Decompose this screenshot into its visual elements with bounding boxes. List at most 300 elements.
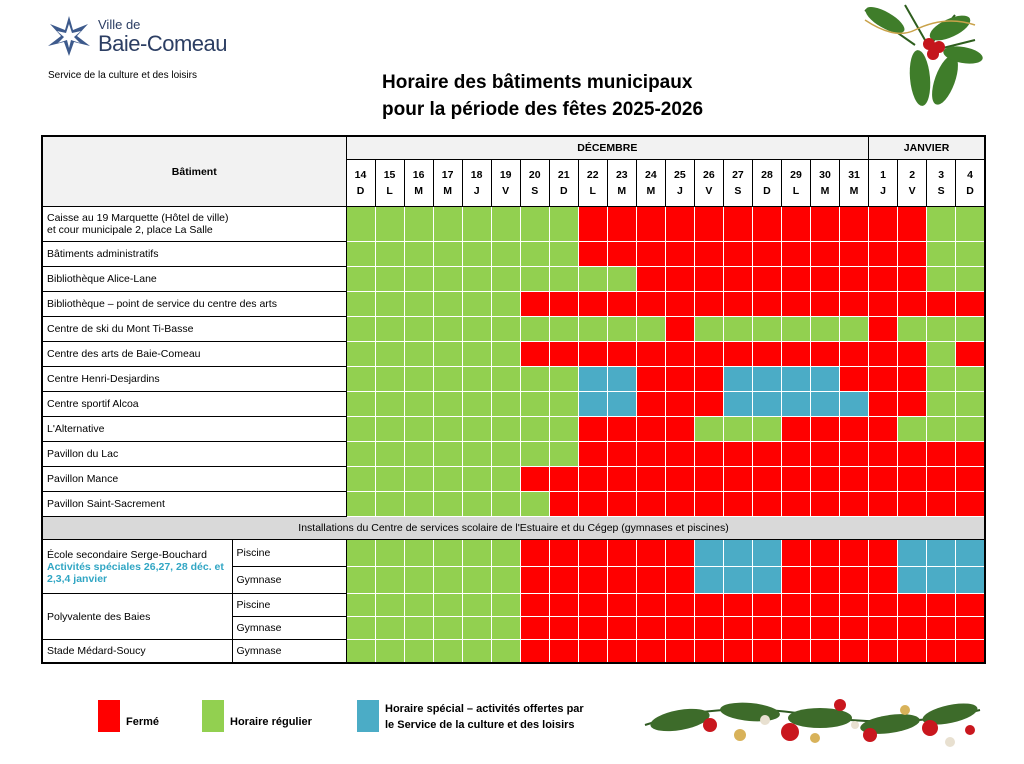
table-row: [42, 417, 985, 442]
status-cell-closed: [869, 242, 898, 267]
status-cell-closed: [607, 442, 636, 467]
status-cell-regular: [462, 467, 491, 492]
status-cell-closed: [607, 467, 636, 492]
status-cell-regular: [462, 292, 491, 317]
status-cell-regular: [520, 492, 549, 517]
table-row: [42, 207, 985, 242]
status-cell-regular: [433, 467, 462, 492]
day-number: 23: [615, 169, 628, 181]
status-cell-regular: [462, 207, 491, 242]
status-cell-closed: [636, 417, 665, 442]
status-cell-regular: [549, 267, 578, 292]
status-cell-closed: [781, 417, 810, 442]
status-cell-closed: [665, 467, 694, 492]
status-cell-closed: [927, 617, 956, 640]
status-cell-closed: [723, 242, 752, 267]
status-cell-regular: [462, 267, 491, 292]
status-cell-closed: [520, 617, 549, 640]
status-cell-closed: [549, 342, 578, 367]
month-january: JANVIER: [869, 136, 985, 160]
status-cell-regular: [549, 242, 578, 267]
table-row: [42, 594, 985, 617]
building-name: [42, 342, 346, 367]
status-cell-closed: [752, 342, 781, 367]
status-cell-regular: [520, 417, 549, 442]
status-cell-regular: [433, 417, 462, 442]
day-number: 1: [880, 169, 886, 181]
status-cell-regular: [549, 417, 578, 442]
status-cell-regular: [375, 267, 404, 292]
status-cell-closed: [752, 292, 781, 317]
day-letter: S: [937, 185, 945, 197]
city-logo: [44, 14, 244, 64]
status-cell-regular: [346, 467, 375, 492]
status-cell-closed: [578, 207, 607, 242]
status-cell-special: [898, 540, 927, 567]
day-letter: J: [676, 185, 683, 197]
status-cell-closed: [869, 317, 898, 342]
status-cell-regular: [956, 317, 985, 342]
day-header: [869, 160, 898, 207]
status-cell-closed: [927, 467, 956, 492]
status-cell-regular: [549, 207, 578, 242]
table-row: [42, 442, 985, 467]
status-cell-special: [723, 567, 752, 594]
status-cell-closed: [694, 367, 723, 392]
status-cell-closed: [665, 492, 694, 517]
status-cell-regular: [549, 367, 578, 392]
status-cell-regular: [520, 392, 549, 417]
status-cell-closed: [898, 242, 927, 267]
status-cell-regular: [404, 392, 433, 417]
status-cell-closed: [898, 207, 927, 242]
status-cell-regular: [346, 540, 375, 567]
status-cell-closed: [665, 540, 694, 567]
status-cell-regular: [491, 567, 520, 594]
status-cell-regular: [520, 207, 549, 242]
legend-special-line2: le Service de la culture et des loisirs: [385, 719, 575, 731]
title-line2: pour la période des fêtes 2025-2026: [382, 99, 704, 120]
status-cell-regular: [636, 317, 665, 342]
status-cell-closed: [811, 594, 840, 617]
facility-type: Gymnase: [232, 640, 346, 663]
status-cell-closed: [665, 207, 694, 242]
status-cell-regular: [491, 594, 520, 617]
status-cell-regular: [433, 242, 462, 267]
status-cell-closed: [840, 492, 869, 517]
day-letter: V: [705, 185, 713, 197]
status-cell-special: [723, 540, 752, 567]
status-cell-closed: [956, 617, 985, 640]
day-letter: M: [820, 185, 830, 197]
status-cell-closed: [898, 617, 927, 640]
status-cell-closed: [811, 492, 840, 517]
status-cell-closed: [927, 492, 956, 517]
status-cell-regular: [346, 242, 375, 267]
status-cell-special: [956, 540, 985, 567]
logo-line2: Baie-Comeau: [98, 31, 228, 56]
status-cell-regular: [491, 467, 520, 492]
status-cell-closed: [811, 467, 840, 492]
day-header: [927, 160, 956, 207]
status-cell-regular: [346, 342, 375, 367]
status-cell-regular: [346, 392, 375, 417]
status-cell-closed: [752, 594, 781, 617]
status-cell-closed: [636, 617, 665, 640]
day-number: 17: [441, 169, 454, 181]
status-cell-regular: [462, 640, 491, 663]
status-cell-closed: [781, 442, 810, 467]
status-cell-regular: [491, 392, 520, 417]
status-cell-closed: [694, 640, 723, 663]
status-cell-regular: [520, 317, 549, 342]
christmas-garland-icon: [640, 680, 985, 760]
status-cell-regular: [346, 292, 375, 317]
status-cell-special: [781, 367, 810, 392]
status-cell-closed: [869, 342, 898, 367]
building-name-line1: Bibliothèque Alice-Lane: [47, 273, 157, 285]
status-cell-regular: [694, 317, 723, 342]
status-cell-closed: [752, 492, 781, 517]
status-cell-closed: [549, 567, 578, 594]
status-cell-regular: [956, 207, 985, 242]
status-cell-regular: [375, 392, 404, 417]
status-cell-regular: [404, 417, 433, 442]
status-cell-closed: [840, 540, 869, 567]
status-cell-regular: [433, 540, 462, 567]
day-header: [404, 160, 433, 207]
day-letter: V: [908, 185, 916, 197]
status-cell-regular: [433, 267, 462, 292]
status-cell-regular: [433, 492, 462, 517]
day-number: 30: [819, 169, 831, 181]
day-header: [520, 160, 549, 207]
status-cell-special: [723, 392, 752, 417]
building-name: [42, 242, 346, 267]
status-cell-regular: [549, 392, 578, 417]
status-cell-regular: [375, 640, 404, 663]
status-cell-regular: [927, 267, 956, 292]
status-cell-closed: [578, 417, 607, 442]
status-cell-closed: [781, 492, 810, 517]
building-name: [42, 317, 346, 342]
status-cell-regular: [433, 207, 462, 242]
status-cell-regular: [404, 540, 433, 567]
status-cell-regular: [462, 342, 491, 367]
status-cell-regular: [404, 594, 433, 617]
status-cell-closed: [578, 567, 607, 594]
status-cell-closed: [723, 442, 752, 467]
status-cell-closed: [869, 442, 898, 467]
status-cell-closed: [607, 242, 636, 267]
status-cell-closed: [869, 640, 898, 663]
status-cell-regular: [404, 267, 433, 292]
facility-type: Gymnase: [232, 617, 346, 640]
status-cell-closed: [578, 467, 607, 492]
day-number: 15: [383, 169, 396, 181]
status-cell-regular: [491, 442, 520, 467]
status-cell-regular: [927, 342, 956, 367]
status-cell-closed: [781, 567, 810, 594]
status-cell-closed: [898, 267, 927, 292]
status-cell-regular: [346, 267, 375, 292]
status-cell-closed: [781, 292, 810, 317]
status-cell-closed: [578, 594, 607, 617]
status-cell-regular: [898, 417, 927, 442]
day-header: [665, 160, 694, 207]
status-cell-closed: [869, 417, 898, 442]
status-cell-closed: [636, 442, 665, 467]
legend-regular-label: Horaire régulier: [230, 716, 312, 728]
status-cell-special: [752, 392, 781, 417]
status-cell-closed: [578, 617, 607, 640]
status-cell-special: [578, 367, 607, 392]
status-cell-closed: [520, 342, 549, 367]
status-cell-regular: [491, 342, 520, 367]
building-name-line1: Centre des arts de Baie-Comeau: [47, 348, 201, 360]
status-cell-closed: [869, 492, 898, 517]
status-cell-regular: [956, 242, 985, 267]
building-name-line1: Pavillon Saint-Sacrement: [47, 498, 165, 510]
status-cell-closed: [811, 617, 840, 640]
status-cell-regular: [462, 540, 491, 567]
status-cell-closed: [520, 540, 549, 567]
status-cell-closed: [723, 467, 752, 492]
day-number: 22: [586, 169, 599, 181]
status-cell-closed: [840, 594, 869, 617]
status-cell-regular: [927, 392, 956, 417]
holly-decoration-icon: [845, 0, 985, 130]
status-cell-regular: [346, 442, 375, 467]
facility-type: Piscine: [232, 540, 346, 567]
status-cell-closed: [549, 540, 578, 567]
status-cell-closed: [665, 292, 694, 317]
status-cell-special: [781, 392, 810, 417]
day-header: [694, 160, 723, 207]
status-cell-closed: [520, 467, 549, 492]
day-letter: D: [763, 185, 771, 197]
status-cell-regular: [462, 367, 491, 392]
status-cell-closed: [636, 594, 665, 617]
status-cell-regular: [346, 417, 375, 442]
building-name-line1: Centre de ski du Mont Ti-Basse: [47, 323, 194, 335]
day-letter: M: [617, 185, 627, 197]
status-cell-regular: [549, 317, 578, 342]
status-cell-regular: [404, 442, 433, 467]
status-cell-regular: [462, 392, 491, 417]
status-cell-closed: [607, 594, 636, 617]
status-cell-regular: [375, 594, 404, 617]
status-cell-regular: [346, 492, 375, 517]
status-cell-regular: [433, 617, 462, 640]
status-cell-regular: [346, 594, 375, 617]
status-cell-regular: [840, 317, 869, 342]
status-cell-closed: [781, 640, 810, 663]
status-cell-closed: [869, 367, 898, 392]
status-cell-closed: [811, 267, 840, 292]
status-cell-closed: [869, 392, 898, 417]
building-name: [42, 207, 346, 242]
status-cell-regular: [375, 617, 404, 640]
status-cell-regular: [346, 367, 375, 392]
status-cell-regular: [404, 492, 433, 517]
status-cell-closed: [927, 442, 956, 467]
legend-regular-swatch: [202, 700, 224, 732]
status-cell-closed: [898, 640, 927, 663]
status-cell-closed: [752, 207, 781, 242]
day-header: [491, 160, 520, 207]
status-cell-regular: [520, 242, 549, 267]
day-letter: J: [880, 185, 886, 197]
status-cell-special: [898, 567, 927, 594]
month-december: DÉCEMBRE: [346, 136, 869, 160]
status-cell-closed: [898, 292, 927, 317]
day-letter: M: [443, 185, 452, 197]
service-label: Service de la culture et des loisirs: [48, 70, 197, 81]
status-cell-closed: [898, 594, 927, 617]
status-cell-closed: [752, 242, 781, 267]
building-name: [42, 367, 346, 392]
status-cell-closed: [781, 540, 810, 567]
status-cell-regular: [346, 207, 375, 242]
table-row: [42, 317, 985, 342]
status-cell-closed: [665, 242, 694, 267]
status-cell-regular: [433, 317, 462, 342]
status-cell-closed: [578, 292, 607, 317]
building-name-line1: Stade Médard-Soucy: [47, 644, 146, 657]
status-cell-closed: [636, 492, 665, 517]
status-cell-closed: [898, 492, 927, 517]
status-cell-special: [752, 540, 781, 567]
day-letter: M: [849, 185, 859, 197]
status-cell-regular: [549, 442, 578, 467]
status-cell-regular: [375, 317, 404, 342]
status-cell-closed: [898, 367, 927, 392]
building-name-line1: Bâtiments administratifs: [47, 248, 159, 260]
status-cell-closed: [723, 292, 752, 317]
title-line1: Horaire des bâtiments municipaux: [382, 72, 693, 93]
status-cell-closed: [752, 640, 781, 663]
status-cell-closed: [811, 292, 840, 317]
building-name: [42, 594, 232, 640]
status-cell-special: [752, 367, 781, 392]
status-cell-closed: [723, 640, 752, 663]
status-cell-closed: [723, 207, 752, 242]
status-cell-regular: [956, 392, 985, 417]
status-cell-special: [607, 392, 636, 417]
day-letter: J: [473, 185, 480, 197]
status-cell-regular: [375, 567, 404, 594]
status-cell-regular: [433, 292, 462, 317]
table-row: [42, 367, 985, 392]
status-cell-regular: [404, 207, 433, 242]
status-cell-regular: [607, 317, 636, 342]
status-cell-regular: [927, 417, 956, 442]
status-cell-regular: [811, 317, 840, 342]
day-header: [811, 160, 840, 207]
status-cell-regular: [346, 567, 375, 594]
status-cell-regular: [462, 567, 491, 594]
building-name: [42, 640, 232, 663]
status-cell-closed: [840, 567, 869, 594]
status-cell-closed: [781, 467, 810, 492]
status-cell-closed: [549, 640, 578, 663]
status-cell-closed: [811, 640, 840, 663]
status-cell-closed: [811, 567, 840, 594]
status-cell-closed: [694, 442, 723, 467]
status-cell-regular: [346, 640, 375, 663]
day-number: 2: [909, 169, 916, 181]
day-letter: S: [734, 185, 742, 197]
status-cell-regular: [433, 367, 462, 392]
day-number: 14: [354, 169, 367, 181]
status-cell-closed: [840, 617, 869, 640]
status-cell-closed: [723, 342, 752, 367]
status-cell-closed: [694, 242, 723, 267]
day-letter: V: [502, 185, 510, 197]
table-row: [42, 242, 985, 267]
status-cell-regular: [491, 317, 520, 342]
day-number: 18: [470, 169, 483, 181]
status-cell-regular: [956, 417, 985, 442]
status-cell-regular: [752, 317, 781, 342]
day-letter: M: [646, 185, 656, 197]
day-header: [607, 160, 636, 207]
status-cell-closed: [869, 594, 898, 617]
status-cell-closed: [927, 640, 956, 663]
status-cell-closed: [578, 540, 607, 567]
status-cell-regular: [520, 367, 549, 392]
day-header: [578, 160, 607, 207]
status-cell-special: [927, 567, 956, 594]
table-row: [42, 640, 985, 663]
status-cell-regular: [346, 617, 375, 640]
status-cell-closed: [956, 640, 985, 663]
status-cell-closed: [578, 492, 607, 517]
day-number: 31: [848, 169, 860, 181]
status-cell-closed: [520, 567, 549, 594]
status-cell-regular: [404, 367, 433, 392]
status-cell-regular: [462, 594, 491, 617]
day-letter: D: [966, 185, 974, 197]
status-cell-regular: [520, 267, 549, 292]
status-cell-closed: [781, 207, 810, 242]
status-cell-closed: [694, 342, 723, 367]
legend-special-label: [385, 701, 584, 733]
table-row: [42, 392, 985, 417]
status-cell-closed: [636, 540, 665, 567]
status-cell-closed: [840, 442, 869, 467]
day-letter: D: [559, 185, 568, 197]
status-cell-closed: [694, 267, 723, 292]
day-header: [462, 160, 491, 207]
schedule-table: [41, 135, 986, 664]
status-cell-regular: [927, 242, 956, 267]
status-cell-closed: [869, 467, 898, 492]
legend-closed-label: Fermé: [126, 716, 160, 728]
building-name-line1: Bibliothèque – point de service du centre des arts: [47, 298, 277, 310]
day-header: [549, 160, 578, 207]
status-cell-closed: [927, 594, 956, 617]
status-cell-closed: [636, 392, 665, 417]
status-cell-closed: [811, 540, 840, 567]
status-cell-regular: [404, 567, 433, 594]
day-header: [781, 160, 810, 207]
legend-closed-swatch: [98, 700, 120, 732]
status-cell-closed: [811, 242, 840, 267]
star-logo-icon: [44, 14, 94, 58]
status-cell-regular: [781, 317, 810, 342]
